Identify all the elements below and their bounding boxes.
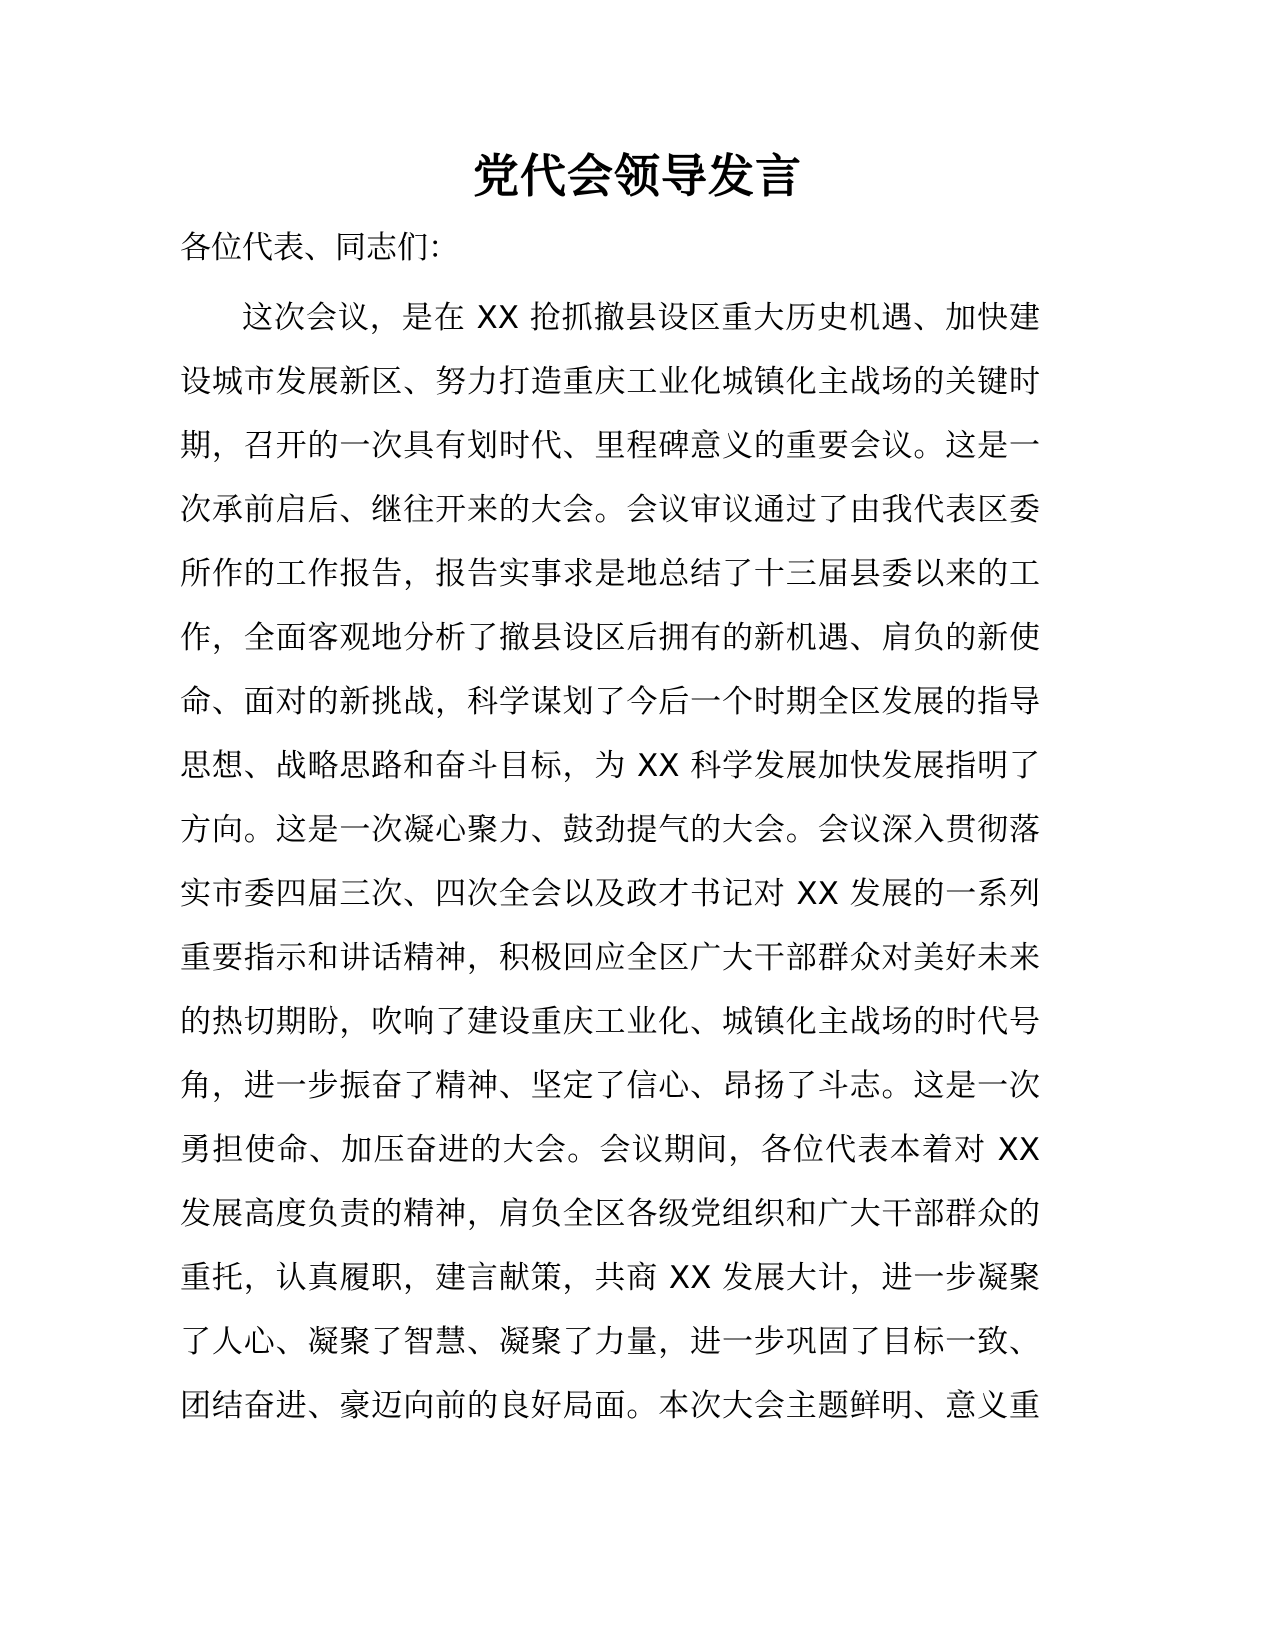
salutation: 各位代表、同志们： <box>180 230 459 266</box>
paragraph-line: 所作的工作报告，报告实事求是地总结了十三届县委以来的工 <box>180 556 1040 592</box>
paragraph-line: 作，全面客观地分析了撤县设区后拥有的新机遇、肩负的新使 <box>180 620 1040 656</box>
paragraph-line: 重要指示和讲话精神，积极回应全区广大干部群众对美好未来 <box>180 940 1040 976</box>
paragraph-line: 设城市发展新区、努力打造重庆工业化城镇化主战场的关键时 <box>180 364 1040 400</box>
paragraph-line: 勇担使命、加压奋进的大会。会议期间，各位代表本着对 XX <box>180 1132 1040 1168</box>
paragraph-line: 的热切期盼，吹响了建设重庆工业化、城镇化主战场的时代号 <box>180 1004 1040 1040</box>
paragraph-line: 方向。这是一次凝心聚力、鼓劲提气的大会。会议深入贯彻落 <box>180 812 1040 848</box>
document-title: 党代会领导发言 <box>473 149 802 203</box>
paragraph-line: 重托，认真履职，建言献策，共商 XX 发展大计，进一步凝聚 <box>180 1260 1040 1296</box>
paragraph-line: 命、面对的新挑战，科学谋划了今后一个时期全区发展的指导 <box>180 684 1040 720</box>
paragraph-line: 次承前启后、继往开来的大会。会议审议通过了由我代表区委 <box>180 492 1040 528</box>
paragraph-line: 团结奋进、豪迈向前的良好局面。本次大会主题鲜明、意义重 <box>180 1388 1040 1424</box>
paragraph-line: 实市委四届三次、四次全会以及政才书记对 XX 发展的一系列 <box>180 876 1040 912</box>
paragraph-line: 发展高度负责的精神，肩负全区各级党组织和广大干部群众的 <box>180 1196 1040 1232</box>
paragraph-line: 期，召开的一次具有划时代、里程碑意义的重要会议。这是一 <box>180 428 1040 464</box>
paragraph-line: 思想、战略思路和奋斗目标，为 XX 科学发展加快发展指明了 <box>180 748 1040 784</box>
body-paragraph <box>180 286 1040 1438</box>
paragraph-line: 这次会议，是在 XX 抢抓撤县设区重大历史机遇、加快建 <box>242 300 1040 336</box>
paragraph-line: 角，进一步振奋了精神、坚定了信心、昂扬了斗志。这是一次 <box>180 1068 1040 1104</box>
paragraph-line: 了人心、凝聚了智慧、凝聚了力量，进一步巩固了目标一致、 <box>180 1324 1040 1360</box>
